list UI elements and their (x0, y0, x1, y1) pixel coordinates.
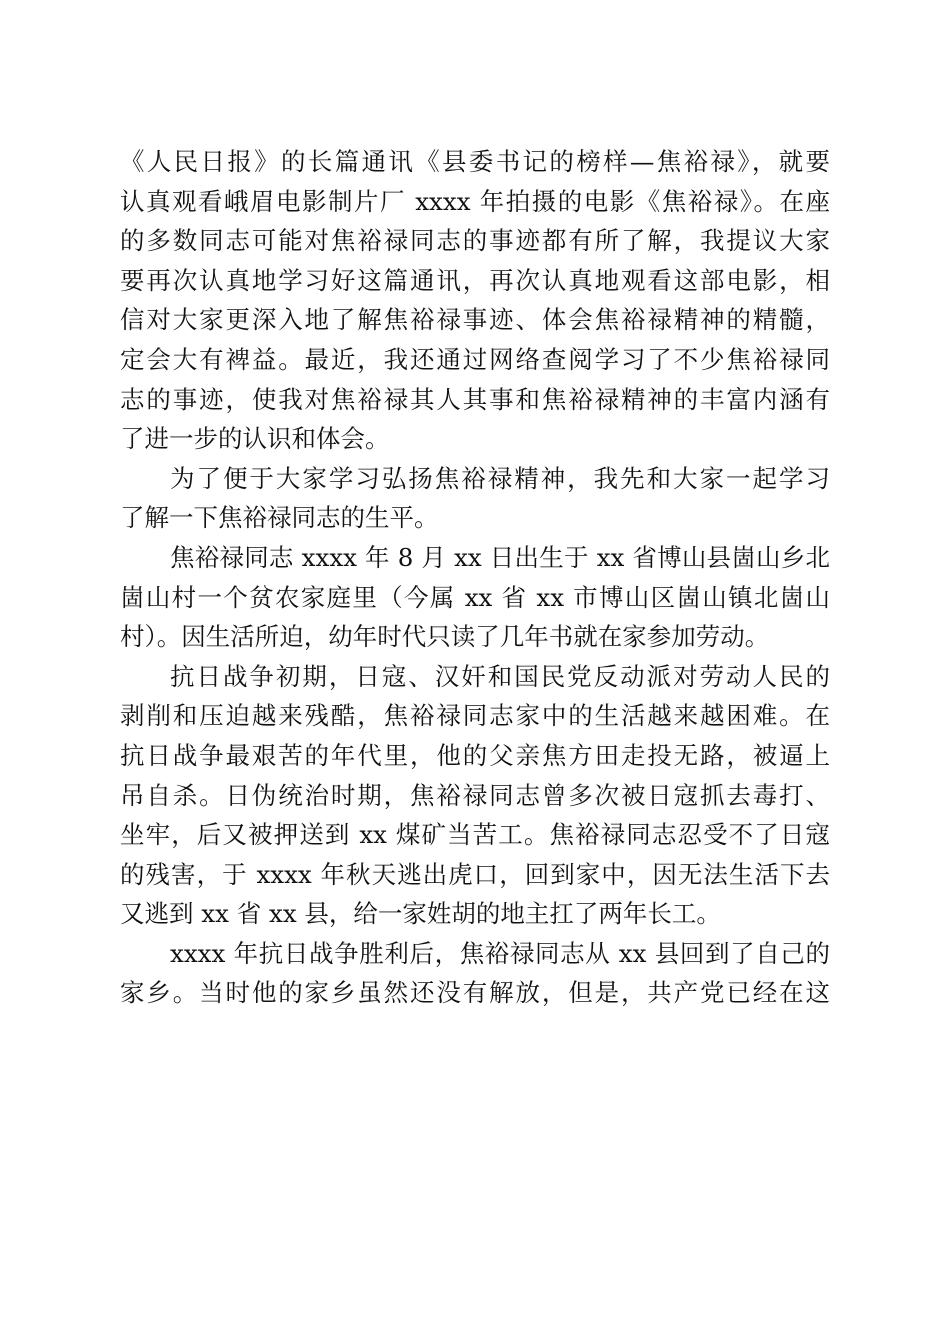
text-line: 《人民日报》的长篇通讯《县委书记的榜样—焦裕禄》，就要 (120, 147, 830, 176)
text-line: 剥削和压迫越来残酷，焦裕禄同志家中的生活越来越困难。在 (120, 701, 830, 731)
paragraph-first-line: 为了便于大家学习弘扬焦裕禄精神，我先和大家一起学习 (170, 463, 830, 493)
text-line: 村）。因生活所迫，幼年时代只读了几年书就在家参加劳动。 (120, 622, 770, 652)
document-body (120, 142, 830, 1013)
text-line: 了解一下焦裕禄同志的生平。 (120, 503, 439, 533)
text-line: 志的事迹，使我对焦裕禄其人其事和焦裕禄精神的丰富内涵有 (120, 384, 830, 414)
text-line: 吊自杀。日伪统治时期，焦裕禄同志曾多次被日寇抓去毒打、 (120, 780, 830, 810)
paragraph-first-line: 焦裕禄同志 xxxx 年 8 月 xx 日出生于 xx 省博山县崮山乡北 (170, 542, 830, 572)
text-line: 坐牢，后又被押送到 xx 煤矿当苦工。焦裕禄同志忍受不了日寇 (120, 820, 830, 850)
text-line: 抗日战争最艰苦的年代里，他的父亲焦方田走投无路，被逼上 (120, 740, 830, 770)
text-line: 家乡。当时他的家乡虽然还没有解放，但是，共产党已经在这 (120, 978, 830, 1008)
text-line: 又逃到 xx 省 xx 县，给一家姓胡的地主扛了两年长工。 (120, 899, 721, 929)
text-line: 崮山村一个贫农家庭里（今属 xx 省 xx 市博山区崮山镇北崮山 (120, 582, 830, 612)
text-line: 定会大有裨益。最近，我还通过网络查阅学习了不少焦裕禄同 (120, 344, 830, 374)
text-line: 认真观看峨眉电影制片厂 xxxx 年拍摄的电影《焦裕禄》。在座 (120, 186, 830, 216)
text-line: 的残害，于 xxxx 年秋天逃出虎口，回到家中，因无法生活下去 (120, 859, 830, 889)
text-line: 要再次认真地学习好这篇通讯，再次认真地观看这部电影，相 (120, 265, 830, 295)
text-line: 了进一步的认识和体会。 (120, 424, 390, 454)
text-line: 信对大家更深入地了解焦裕禄事迹、体会焦裕禄精神的精髓， (120, 305, 830, 335)
text-line: 的多数同志可能对焦裕禄同志的事迹都有所了解，我提议大家 (120, 226, 830, 256)
paragraph-first-line: 抗日战争初期，日寇、汉奸和国民党反动派对劳动人民的 (170, 661, 830, 691)
paragraph-first-line: xxxx 年抗日战争胜利后，焦裕禄同志从 xx 县回到了自己的 (170, 938, 830, 968)
